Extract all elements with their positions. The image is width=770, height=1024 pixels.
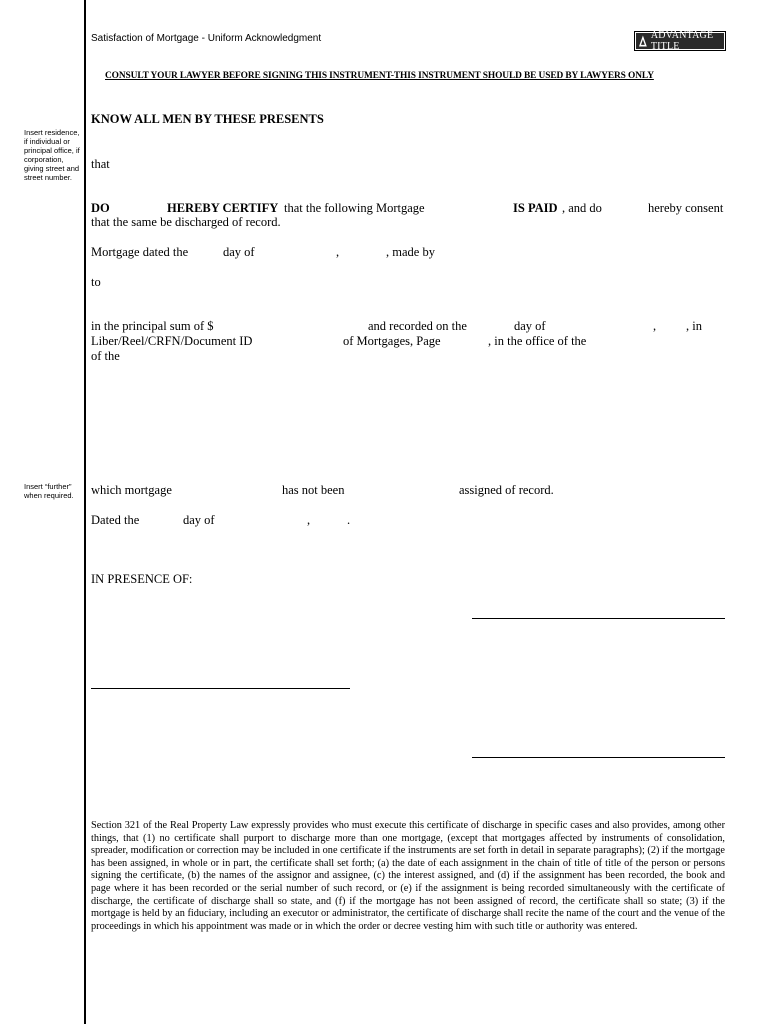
is-paid: IS PAID bbox=[513, 201, 558, 215]
day-of-label-2: day of bbox=[514, 319, 546, 333]
of-mortgages-label: of Mortgages, Page bbox=[343, 334, 441, 348]
office-of-label: , in the office of the bbox=[488, 334, 587, 348]
mortgage-dated-label: Mortgage dated the bbox=[91, 245, 189, 259]
in-presence-label: IN PRESENCE OF: bbox=[91, 572, 193, 586]
form-title: Satisfaction of Mortgage - Uniform Acknowledgment bbox=[91, 33, 322, 44]
side-note-residence: Insert residence, if individual or principal office, if corporation, giving street and street number. bbox=[24, 128, 80, 182]
day-of-label-3: day of bbox=[183, 513, 215, 527]
has-not-been-label: has not been bbox=[282, 483, 345, 497]
made-by-label: , made by bbox=[386, 245, 435, 259]
advantage-title-logo bbox=[634, 31, 726, 51]
dated-the-label: Dated the bbox=[91, 513, 140, 527]
section-321-paragraph: Section 321 of the Real Property Law expressly provides who must execute this certificate of discharge in specific cases and also provides, among other things, that (1) no certificate shall purport to discharge more than one mortgage, (except that mortgages affected by instruments of consolidation, spreader, modification or correction may be included in one certificate if the instruments are set forth in detail in separate paragraphs); (2) if the mortgage has been assigned, in whole or in part, the certificate shall set forth; (a) the date of each assignment in the chain of title of title of the person or persons signing the certificate, (b) the names of the assignor and assignee, (c) the interest assigned, and (d) if the assignment has been recorded, the book and page where it has been recorded or the serial number of such record, or (e) if the assignment is being recorded simultaneously with the certificate of discharge, the certificate of discharge shall so state, and (f) if the mortgage has not been assigned of record, the certificate shall so state; (3) if the mortgage is held by an fiduciary, including an executor or administrator, the certificate of discharge shall recite the name of the court and the venue of the proceedings in which his appointment was made or in which the order or decree vesting him with such title or authority was entered. bbox=[91, 820, 725, 932]
consult-notice: CONSULT YOUR LAWYER BEFORE SIGNING THIS INSTRUMENT-THIS INSTRUMENT SHOULD BE USED BY LAWYERS ONLY bbox=[105, 71, 654, 81]
hereby-certify: HEREBY CERTIFY bbox=[167, 201, 279, 215]
of-the-label: of the bbox=[91, 349, 120, 363]
signature-line-1[interactable] bbox=[472, 618, 725, 619]
liber-label: Liber/Reel/CRFN/Document ID bbox=[91, 334, 253, 348]
hereby-consent: hereby consent bbox=[648, 201, 724, 215]
and-do: , and do bbox=[562, 201, 602, 215]
comma-3: , bbox=[307, 513, 311, 527]
day-of-label: day of bbox=[223, 245, 255, 259]
triangle-logo-icon bbox=[639, 34, 647, 48]
to-label: to bbox=[91, 275, 101, 289]
assigned-label: assigned of record. bbox=[459, 483, 554, 497]
do-label: DO bbox=[91, 201, 110, 215]
witness-signature-line[interactable] bbox=[91, 688, 350, 689]
which-mortgage-label: which mortgage bbox=[91, 483, 172, 497]
signature-line-2[interactable] bbox=[472, 757, 725, 758]
side-note-further: Insert “further” when required. bbox=[24, 482, 74, 500]
heading: KNOW ALL MEN BY THESE PRESENTS bbox=[91, 112, 324, 126]
logo-text: ADVANTAGE TITLE bbox=[650, 30, 714, 52]
period: . bbox=[347, 513, 351, 527]
comma-2: , bbox=[653, 319, 657, 333]
in-label: , in bbox=[686, 319, 702, 333]
comma: , bbox=[336, 245, 340, 259]
principal-sum-label: in the principal sum of $ bbox=[91, 319, 214, 333]
that-label: that bbox=[91, 157, 110, 171]
following-mortgage: that the following Mortgage bbox=[284, 201, 425, 215]
recorded-on-label: and recorded on the bbox=[368, 319, 467, 333]
margin-rule bbox=[84, 0, 86, 1024]
discharged-text: that the same be discharged of record. bbox=[91, 215, 281, 229]
